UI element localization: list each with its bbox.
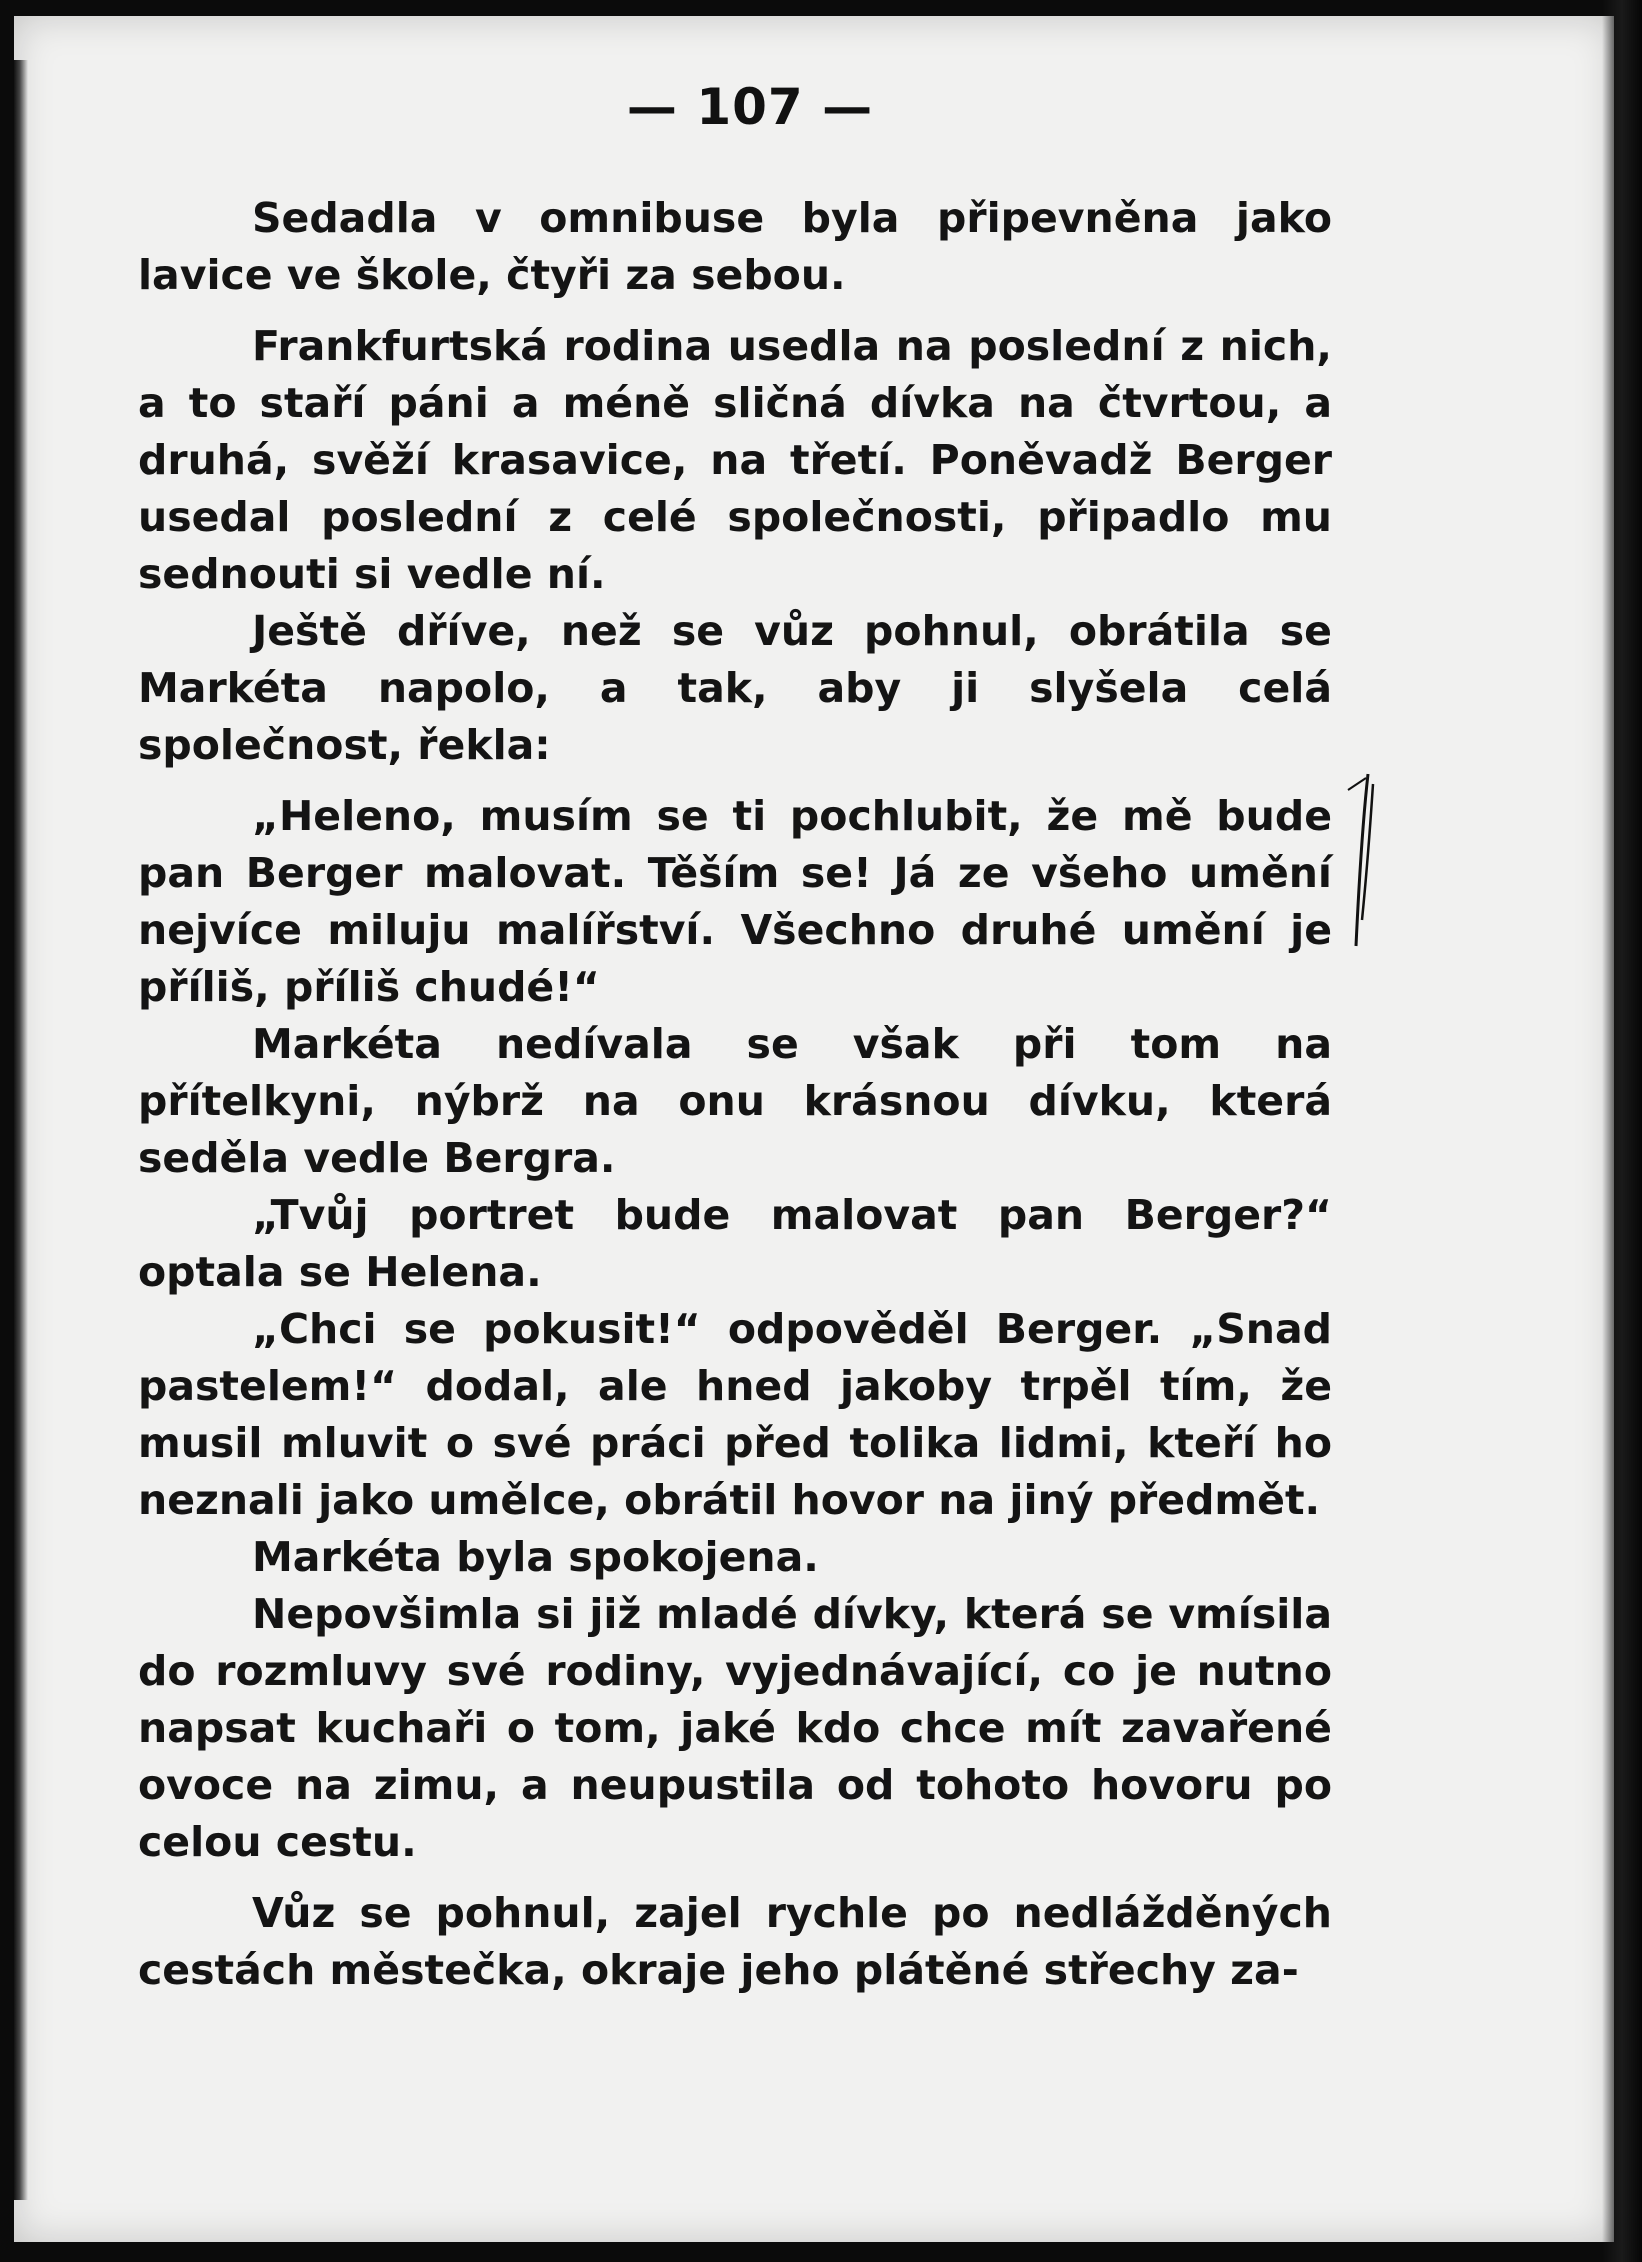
paragraph: Ještě dříve, než se vůz pohnul, obrátila se Markéta napolo, a tak, aby ji slyšela celá společnost, řekla: bbox=[138, 607, 1332, 769]
paragraph: Markéta nedívala se však při tom na přítelkyni, nýbrž na onu krásnou dívku, která seděla vedle Bergra. bbox=[138, 1020, 1332, 1182]
paragraph: „Tvůj portret bude malovat pan Berger?“ optala se Helena. bbox=[138, 1191, 1332, 1296]
page-binding-edge bbox=[14, 60, 28, 2200]
paragraph: Frankfurtská rodina usedla na poslední z nich, a to staří páni a méně sličná dívka na čtvrtou, a druhá, svěží krasavice, na třetí. Poněvadž Berger usedal poslední z celé společnosti, připadlo mu sednouti si vedle ní. bbox=[138, 322, 1332, 598]
paragraph: „Chci se pokusit!“ odpověděl Berger. „Snad pastelem!“ dodal, ale hned jakoby trpěl tím, že musil mluvit o své práci před tolika lidmi, kteří ho neznali jako umělce, obrátil hovor na jiný předmět. bbox=[138, 1305, 1332, 1524]
paragraph: Markéta byla spokojena. bbox=[252, 1533, 819, 1581]
paragraph: Nepovšimla si již mladé dívky, která se vmísila do rozmluvy své rodiny, vyjednávající, co je nutno napsat kuchaři o tom, jaké kdo chce mít zavařené ovoce na zimu, a neupustila od tohoto hovoru po celou cestu. bbox=[138, 1590, 1332, 1866]
page-right-edge-shadow bbox=[1602, 0, 1642, 2262]
page-number: — 107 — bbox=[626, 78, 874, 136]
paragraph: „Heleno, musím se ti pochlubit, že mě bude pan Berger malovat. Těším se! Já ze všeho umění nejvíce miluju malířství. Všechno druhé umění je příliš, příliš chudé!“ bbox=[138, 792, 1332, 1011]
paragraph: Sedadla v omnibuse byla připevněna jako lavice ve škole, čtyři za sebou. bbox=[138, 194, 1332, 299]
handwritten-margin-mark bbox=[1346, 770, 1376, 950]
paragraph: Vůz se pohnul, zajel rychle po nedlážděných cestách městečka, okraje jeho plátěné střechy za- bbox=[138, 1889, 1332, 1994]
body-text bbox=[138, 190, 1332, 1999]
